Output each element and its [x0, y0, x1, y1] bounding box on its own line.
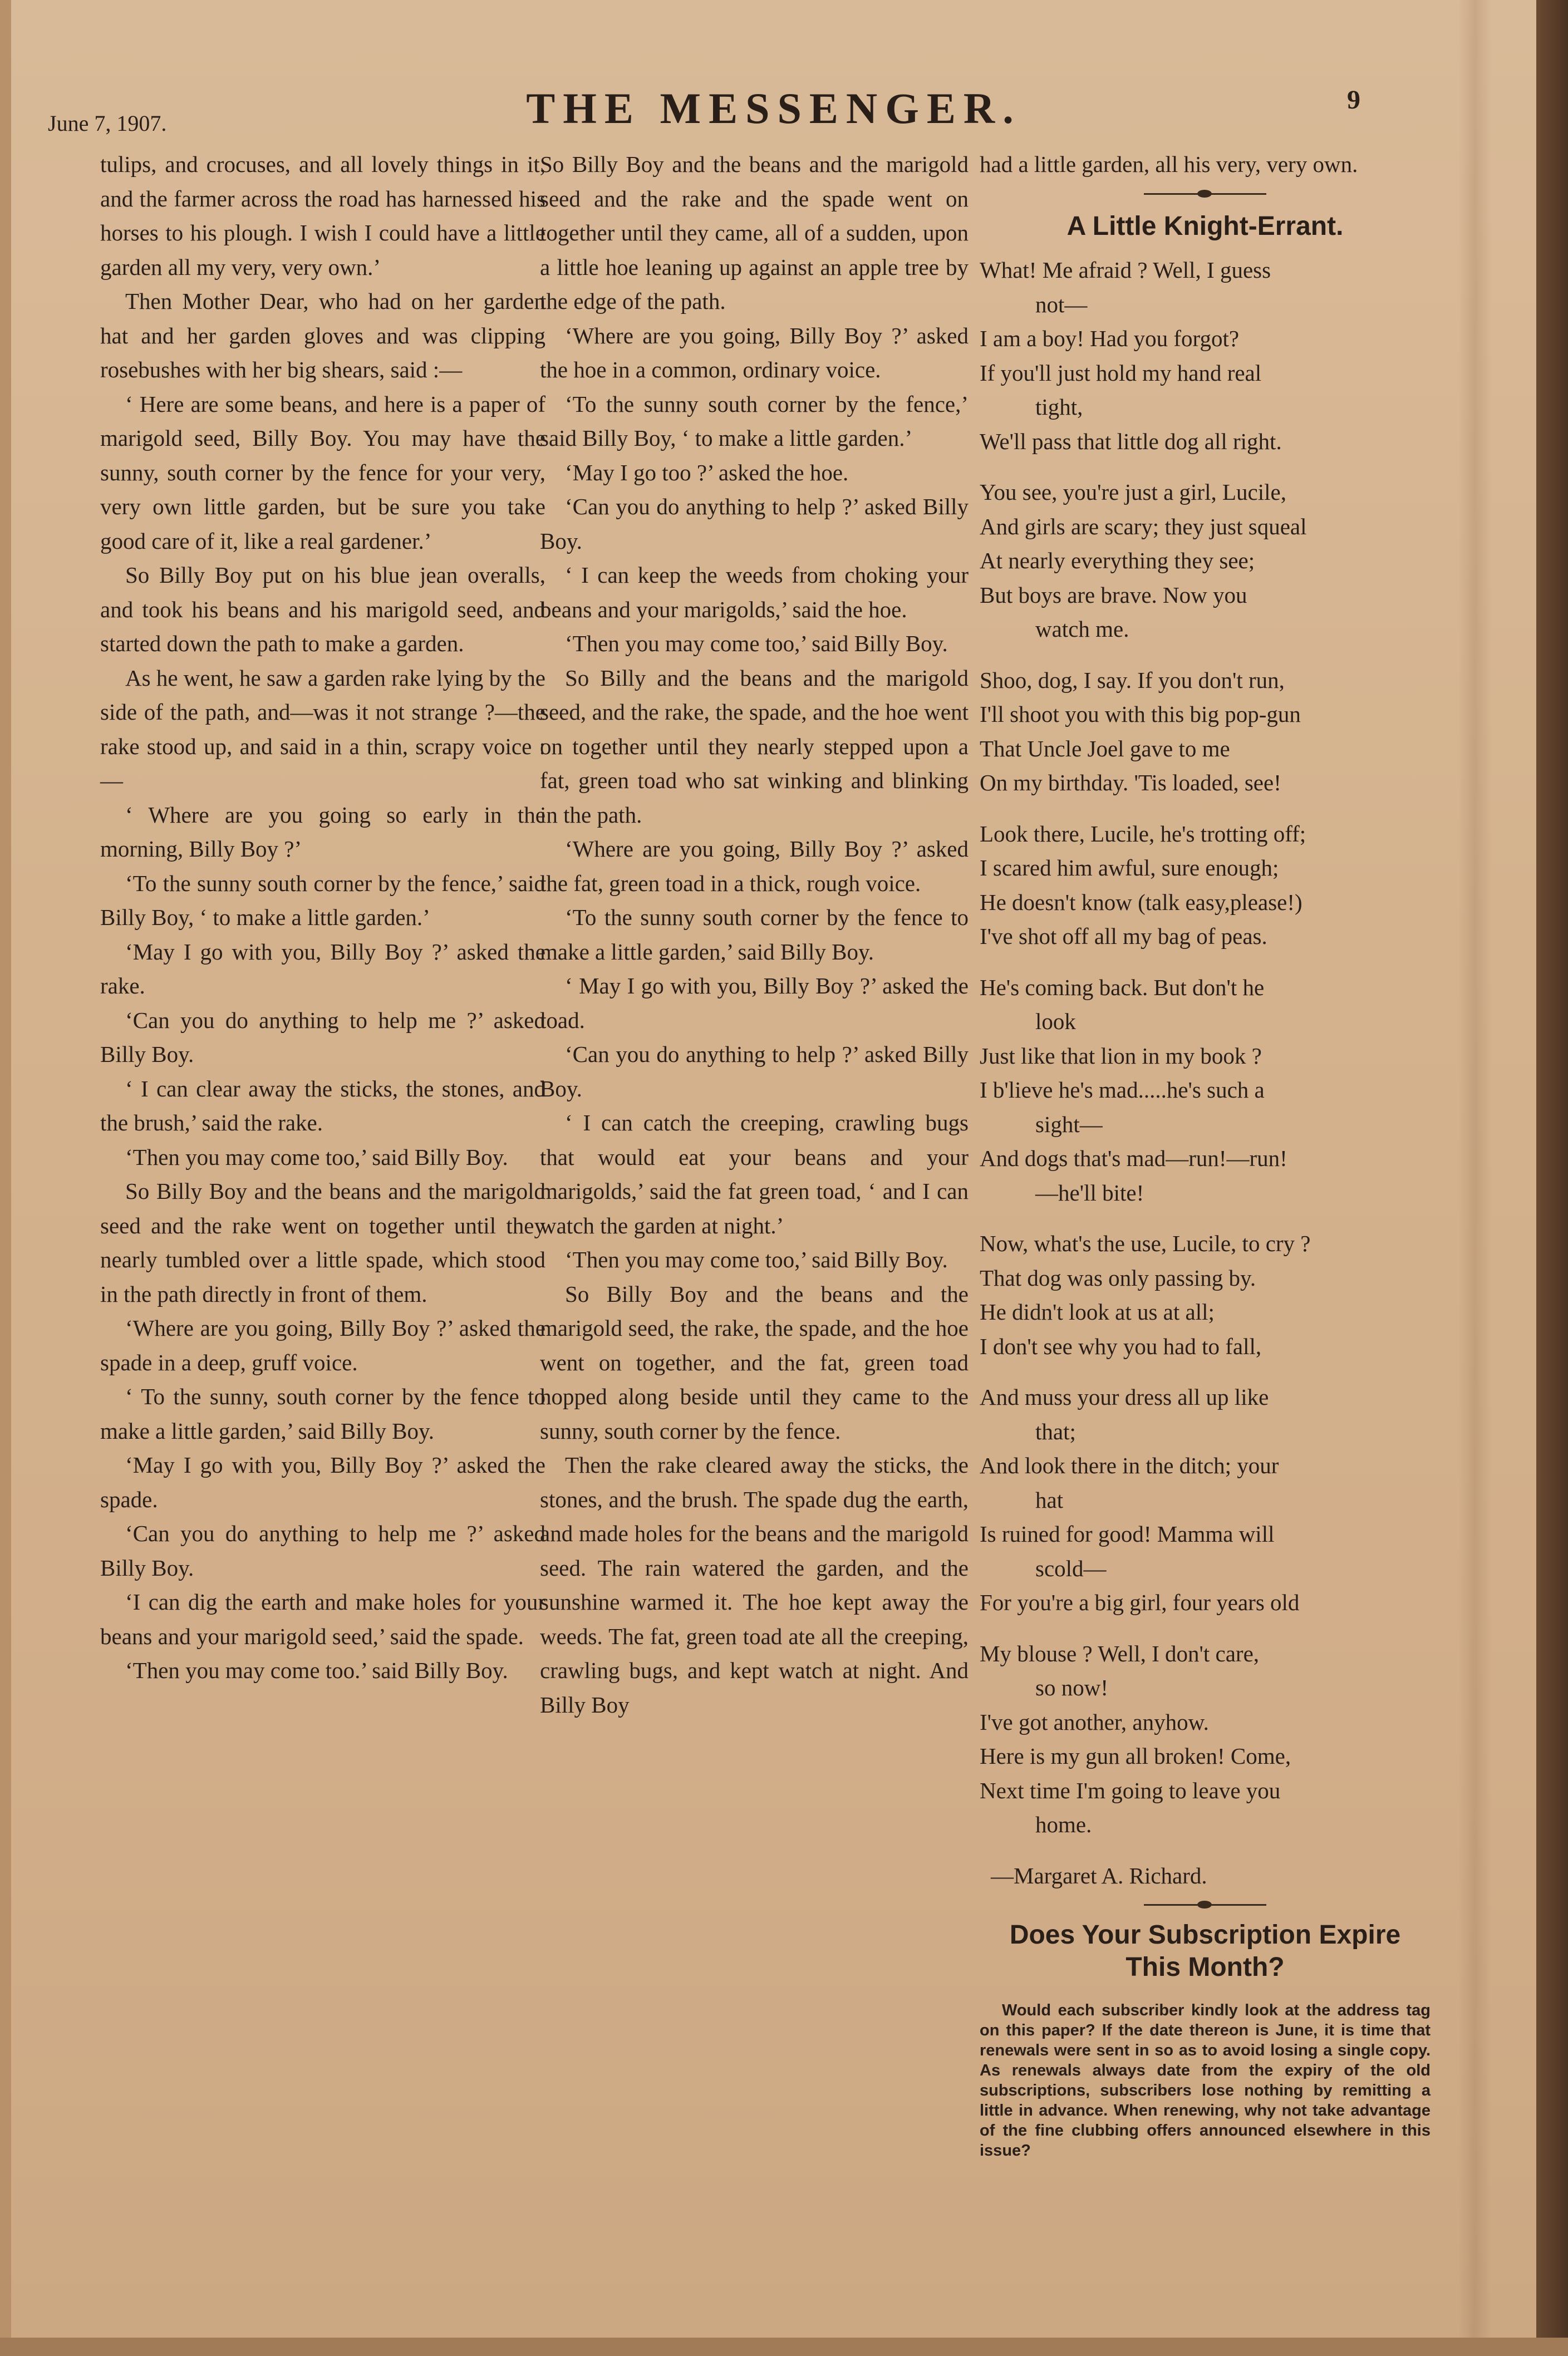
poem-line: At nearly everything they see; — [980, 548, 1255, 573]
paragraph: ‘ I can catch the creeping, crawling bugs that would eat your beans and your marigolds,’ said the fat green toad, ‘ and I can watch the garden at night.’ — [540, 1110, 969, 1238]
poem-line: hat — [1035, 1487, 1064, 1513]
poem-line: He doesn't know (talk easy,please!) — [980, 889, 1302, 915]
poem-stanza — [980, 971, 1431, 1211]
poem-line: What! Me afraid ? Well, I guess — [980, 257, 1271, 283]
poem-line: And girls are scary; they just squeal — [980, 513, 1307, 539]
paragraph: ‘May I go with you, Billy Boy ?’ asked the spade. — [100, 1452, 545, 1512]
poem-line: so now! — [1035, 1675, 1108, 1700]
paragraph: So Billy Boy and the beans and the marigold seed and the rake went on together until they nearly tumbled over a little spade, which stood in the path directly in front of them. — [100, 1178, 545, 1307]
paragraph: tulips, and crocuses, and all lovely things in it, and the farmer across the road has harnessed his horses to his plough. I wish I could have a little garden all my very, very own.’ — [100, 151, 545, 280]
poem-line: You see, you're just a girl, Lucile, — [980, 479, 1286, 505]
poem-line: I am a boy! Had you forgot? — [980, 326, 1240, 351]
poem-line: I scared him awful, sure enough; — [980, 855, 1279, 881]
newspaper-page — [11, 0, 1536, 2338]
paragraph: ‘Then you may come too.’ said Billy Boy. — [125, 1657, 508, 1683]
poem-line: And dogs that's mad—run!—run! — [980, 1145, 1287, 1171]
paragraph: ‘ Where are you going so early in the morning, Billy Boy ?’ — [100, 801, 545, 862]
poem-line: tight, — [1035, 394, 1083, 420]
poem-line: On my birthday. 'Tis loaded, see! — [980, 770, 1281, 795]
issue-date: June 7, 1907. — [48, 111, 167, 136]
page-edge-shadow — [1536, 0, 1568, 2356]
paragraph: ‘Then you may come too,’ said Billy Boy. — [565, 631, 948, 656]
paragraph: So Billy Boy and the beans and the marigold seed and the rake and the spade went on together until they came, all of a sudden, upon a little hoe leaning up against an apple tree by the edge of the path. — [540, 151, 969, 314]
poem-body — [980, 253, 1431, 1842]
paragraph: ‘May I go too ?’ asked the hoe. — [565, 459, 849, 485]
column-2 — [540, 147, 969, 1722]
paragraph: ‘ I can keep the weeds from choking your beans and your marigolds,’ said the hoe. — [540, 562, 969, 622]
poem-line: Is ruined for good! Mamma will — [980, 1521, 1275, 1547]
poem-line: And muss your dress all up like — [980, 1384, 1269, 1410]
page-number: 9 — [1347, 85, 1360, 115]
poem-line: My blouse ? Well, I don't care, — [980, 1640, 1260, 1666]
paragraph: ‘I can dig the earth and make holes for your beans and your marigold seed,’ said the spade. — [100, 1589, 545, 1649]
poem-line: That dog was only passing by. — [980, 1265, 1256, 1291]
paragraph: ‘ May I go with you, Billy Boy ?’ asked the toad. — [540, 973, 969, 1033]
poem-line: I'll shoot you with this big pop-gun — [980, 701, 1301, 727]
poem-line: look — [1035, 1009, 1076, 1034]
paragraph: ‘Where are you going, Billy Boy ?’ asked the hoe in a common, ordinary voice. — [540, 322, 969, 382]
paragraph: ‘ I can clear away the sticks, the stones, and the brush,’ said the rake. — [100, 1075, 545, 1135]
paragraph: ‘To the sunny south corner by the fence,’ said Billy Boy, ‘ to make a little garden.’ — [540, 391, 969, 451]
poem-line: I've shot off all my bag of peas. — [980, 923, 1267, 949]
paragraph: ‘To the sunny south corner by the fence,’ said Billy Boy, ‘ to make a little garden.’ — [100, 870, 545, 930]
page-fold-shadow — [1458, 0, 1492, 2338]
story-ending: had a little garden, all his very, very own. — [980, 151, 1358, 177]
paragraph: So Billy Boy and the beans and the marigold seed, the rake, the spade, and the hoe went on together, and the fat, green toad hopped along beside until they came to the sunny, south corner by the fence. — [540, 1281, 969, 1444]
poem-line: He didn't look at us at all; — [980, 1299, 1215, 1325]
paragraph: ‘Where are you going, Billy Boy ?’ asked the fat, green toad in a thick, rough voice. — [540, 836, 969, 896]
poem-line: —he'll bite! — [1035, 1179, 1144, 1206]
notice-title: Does Your Subscription Expire This Month? — [1009, 1920, 1401, 1982]
poem-stanza — [980, 663, 1431, 800]
column-1 — [100, 147, 545, 1688]
paragraph: ‘Where are you going, Billy Boy ?’ asked the spade in a deep, gruff voice. — [100, 1315, 545, 1375]
paragraph: ‘ To the sunny, south corner by the fence to make a little garden,’ said Billy Boy. — [100, 1384, 545, 1444]
poem-line: And look there in the ditch; your — [980, 1453, 1279, 1478]
poem-stanza — [980, 1380, 1431, 1620]
poem-line: If you'll just hold my hand real — [980, 360, 1262, 386]
paragraph: So Billy and the beans and the marigold seed, and the rake, the spade, and the hoe went on together until they nearly stepped upon a fat, green toad who sat winking and blinking in the path. — [540, 665, 969, 828]
poem-line: I b'lieve he's mad.....he's such a — [980, 1077, 1265, 1103]
paragraph: ‘To the sunny south corner by the fence to make a little garden,’ said Billy Boy. — [540, 904, 969, 965]
poem-line: that; — [1035, 1418, 1076, 1444]
poem-line: I've got another, anyhow. — [980, 1709, 1209, 1735]
notice-body: Would each subscriber kindly look at the address tag on this paper? If the date thereon is June, it is time that renewals were sent in so as to avoid losing a single copy. As renewals always date from the expiry of the old subscriptions, subscribers lose nothing by remitting a little in advance. When renewing, why not take advantage of the fine clubbing offers announced elsewhere in this issue? — [980, 2001, 1431, 2160]
poem-line: He's coming back. But don't he — [980, 974, 1265, 1000]
poem-line: home. — [1035, 1812, 1092, 1837]
poem-line: sight— — [1035, 1111, 1103, 1137]
poem-line: watch me. — [1035, 616, 1129, 642]
paragraph: As he went, he saw a garden rake lying by the side of the path, and—was it not strange ?—the rake stood up, and said in a thin, scrapy voice :— — [100, 665, 545, 793]
paragraph: ‘Can you do anything to help me ?’ asked Billy Boy. — [100, 1007, 545, 1067]
poem-line: That Uncle Joel gave to me — [980, 735, 1230, 761]
poem-line: For you're a big girl, four years old — [980, 1590, 1300, 1615]
poem-line: scold— — [1035, 1555, 1107, 1581]
divider-rule — [1144, 1904, 1266, 1906]
paragraph: Then the rake cleared away the sticks, the stones, and the brush. The spade dug the earth, and made holes for the beans and the marigold seed. The rain watered the garden, and the sunshine warmed it. The hoe kept away the weeds. The fat, green toad ate all the creeping, crawling bugs, and kept watch at night. And Billy Boy — [540, 1452, 969, 1718]
poem-line: Next time I'm going to leave you — [980, 1777, 1281, 1803]
page-header — [11, 0, 1536, 145]
poem-stanza — [980, 253, 1431, 459]
paragraph: ‘Then you may come too,’ said Billy Boy. — [125, 1144, 508, 1170]
paragraph: Then Mother Dear, who had on her garden hat and her garden gloves and was clipping rosebushes with her big shears, said :— — [100, 288, 545, 382]
poem-line: Look there, Lucile, he's trotting off; — [980, 820, 1306, 847]
masthead-title: THE MESSENGER. — [526, 84, 1021, 132]
poem-line: Shoo, dog, I say. If you don't run, — [980, 667, 1285, 693]
poem-stanza — [980, 1227, 1431, 1364]
poem-line: Just like that lion in my book ? — [980, 1042, 1262, 1069]
paragraph: ‘Then you may come too,’ said Billy Boy. — [565, 1247, 948, 1272]
poem-stanza — [980, 1637, 1431, 1842]
page-bottom-edge — [0, 2338, 1568, 2356]
poem-line: Now, what's the use, Lucile, to cry ? — [980, 1231, 1311, 1256]
divider-rule — [1144, 193, 1266, 195]
poem-line: But boys are brave. Now you — [980, 582, 1247, 608]
poem-stanza — [980, 817, 1431, 954]
poem-stanza — [980, 475, 1431, 647]
poem-line: I don't see why you had to fall, — [980, 1333, 1262, 1359]
paragraph: ‘Can you do anything to help ?’ asked Billy Boy. — [540, 494, 969, 554]
paragraph: ‘May I go with you, Billy Boy ?’ asked the rake. — [100, 938, 545, 999]
column-3 — [980, 147, 1431, 2161]
poem-line: not— — [1035, 291, 1088, 317]
paragraph: ‘Can you do anything to help ?’ asked Billy Boy. — [540, 1041, 969, 1101]
poem-line: We'll pass that little dog all right. — [980, 428, 1282, 454]
poem-title: A Little Knight-Errant. — [1066, 211, 1344, 241]
poem-signature: —Margaret A. Richard. — [991, 1862, 1207, 1888]
paragraph: ‘Can you do anything to help me ?’ asked Billy Boy. — [100, 1521, 545, 1581]
paragraph: ‘ Here are some beans, and here is a paper of marigold seed, Billy Boy. You may have the sunny, south corner by the fence for your very, very own little garden, but be sure you take good care of it, like a real gardener.’ — [100, 391, 545, 554]
poem-line: Here is my gun all broken! Come, — [980, 1743, 1291, 1769]
paragraph: So Billy Boy put on his blue jean overalls, and took his beans and his marigold seed, and started down the path to make a garden. — [100, 562, 545, 656]
